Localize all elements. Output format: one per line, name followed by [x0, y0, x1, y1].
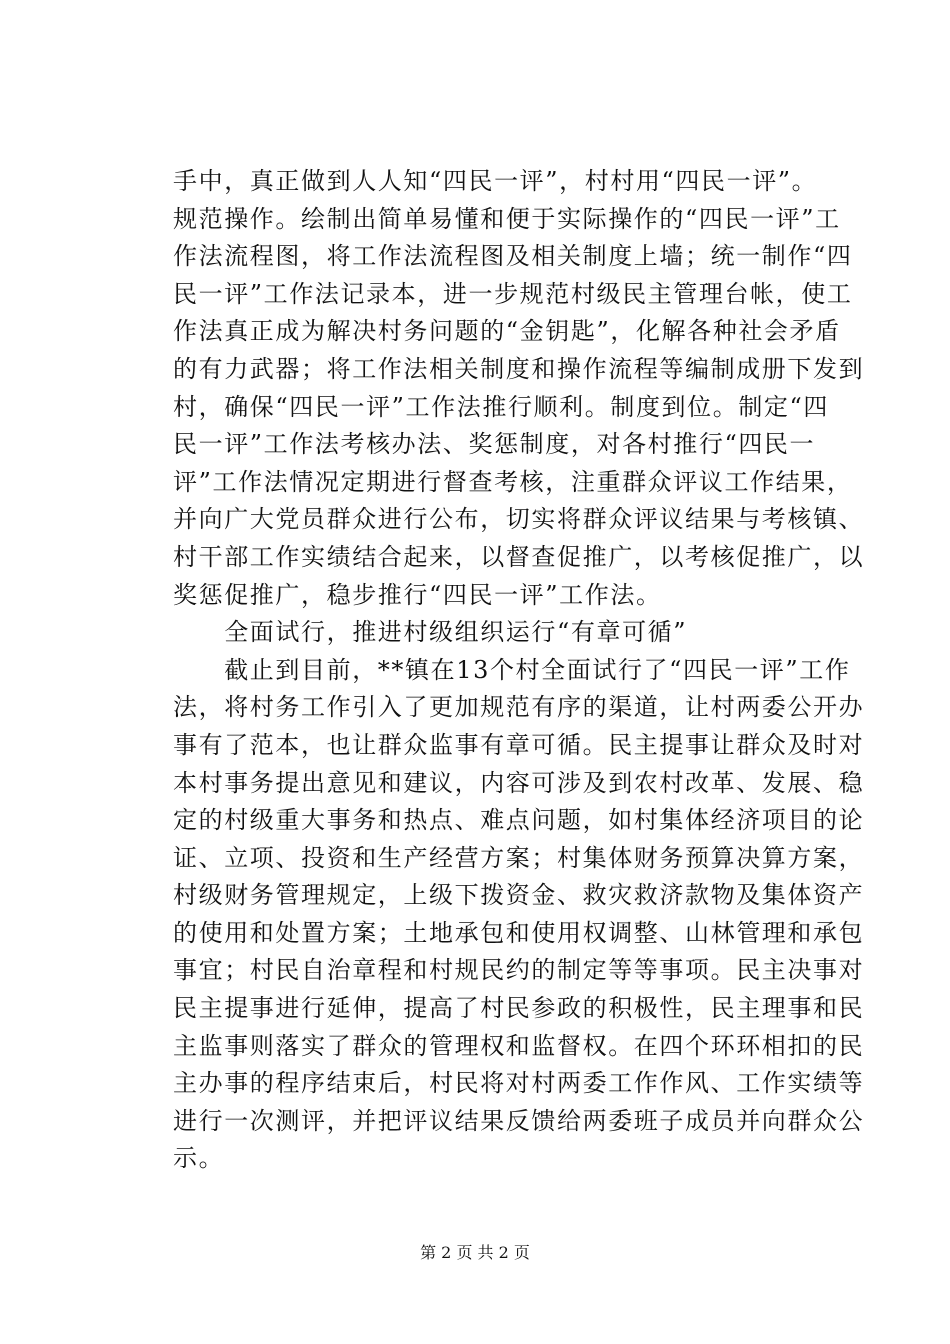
text-line: 民主提事进行延伸，提高了村民参政的积极性，民主理事和民 [173, 994, 865, 1023]
text-line: 的有力武器；将工作法相关制度和操作流程等编制成册下发到 [173, 354, 865, 383]
text-line: 规范操作。绘制出简单易懂和便于实际操作的“四民一评”工 [173, 204, 841, 233]
page-number-label: 第 2 页 共 2 页 [420, 1243, 530, 1262]
text-line: 本村事务提出意见和建议，内容可涉及到农村改革、发展、稳 [173, 768, 865, 797]
text-line: 示。 [173, 1144, 225, 1173]
text-line: 事有了范本，也让群众监事有章可循。民主提事让群众及时对 [173, 730, 865, 759]
text-line: 主办事的程序结束后，村民将对村两委工作作风、工作实绩等 [173, 1069, 865, 1098]
text-line: 评”工作法情况定期进行督查考核，注重群众评议工作结果， [173, 467, 853, 496]
text-line: 主监事则落实了群众的管理权和监督权。在四个环环相扣的民 [173, 1031, 865, 1060]
text-line: 手中，真正做到人人知“四民一评”，村村用“四民一评”。 [173, 167, 818, 195]
text-line: 进行一次测评，并把评议结果反馈给两委班子成员并向群众公 [173, 1106, 865, 1135]
section-heading: 全面试行，推进村级组织运行“有章可循” [173, 618, 688, 647]
text-line: 作法真正成为解决村务问题的“金钥匙”，化解各种社会矛盾 [173, 317, 841, 346]
text-line: 奖惩促推广，稳步推行“四民一评”工作法。 [173, 580, 662, 609]
text-line: 作法流程图，将工作法流程图及相关制度上墙；统一制作“四 [173, 242, 853, 271]
text-line: 定的村级重大事务和热点、难点问题，如村集体经济项目的论 [173, 806, 865, 835]
text-line: 村干部工作实绩结合起来，以督查促推广，以考核促推广，以 [173, 542, 865, 571]
text-line: 民一评”工作法考核办法、奖惩制度，对各村推行“四民一 [173, 430, 816, 459]
text-line: 民一评”工作法记录本，进一步规范村级民主管理台帐，使工 [173, 279, 853, 308]
text-line: 村级财务管理规定，上级下拨资金、救灾救济款物及集体资产 [173, 881, 865, 910]
text-line: 的使用和处置方案；土地承包和使用权调整、山林管理和承包 [173, 918, 865, 947]
text-line: 法，将村务工作引入了更加规范有序的渠道，让村两委公开办 [173, 693, 865, 722]
text-line: 村，确保“四民一评”工作法推行顺利。制度到位。制定“四 [173, 392, 830, 421]
text-line: 事宜；村民自治章程和村规民约的制定等等事项。民主决事对 [173, 956, 865, 985]
text-line: 截止到目前，**镇在13个村全面试行了“四民一评”工作 [173, 655, 851, 684]
text-line: 并向广大党员群众进行公布，切实将群众评议结果与考核镇、 [173, 505, 865, 534]
document-body [173, 163, 865, 1178]
page-footer [0, 1242, 950, 1264]
text-line: 证、立项、投资和生产经营方案；村集体财务预算决算方案， [173, 843, 865, 872]
